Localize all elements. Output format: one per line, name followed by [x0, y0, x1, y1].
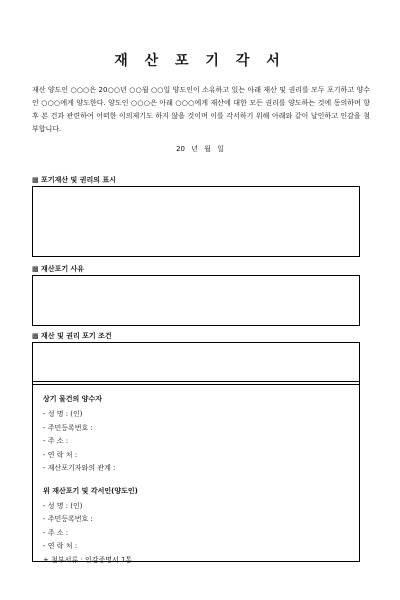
- signer-title: 위 재산포기 및 각서인(양도인): [43, 486, 138, 495]
- signer-id-row[interactable]: - 주민등록번호 :: [43, 515, 93, 523]
- document-title: 재 산 포 기 각 서: [114, 53, 286, 69]
- signer-address-row[interactable]: - 주 소 :: [43, 528, 69, 537]
- section-heading-reason: ▩ 재산포기 사유: [32, 265, 85, 273]
- property-box[interactable]: [32, 186, 360, 257]
- party-info-box: [32, 381, 360, 562]
- recipient-name-row[interactable]: - 성 명 : (인): [43, 410, 83, 418]
- section-heading-property: ▩ 포기재산 및 권리의 표시: [32, 176, 116, 184]
- recipient-contact-row[interactable]: - 연 락 처 :: [43, 450, 78, 459]
- recipient-address-row[interactable]: - 주 소 :: [43, 437, 69, 445]
- recipient-relation-row[interactable]: - 재산포기자와의 관계 :: [43, 464, 116, 472]
- recipient-title: 상기 물건의 양수자: [43, 395, 102, 403]
- attachment-row: + 첨부서류 : 인감증명서 1통: [43, 555, 133, 564]
- signer-name-row[interactable]: - 성 명 : (인): [43, 501, 83, 510]
- signer-contact-row[interactable]: - 연 락 처 :: [43, 542, 78, 550]
- section-heading-conditions: ▩ 재산 및 권리 포기 조건: [32, 332, 112, 340]
- recipient-id-row[interactable]: - 주민등록번호 :: [43, 423, 93, 432]
- conditions-box[interactable]: [32, 342, 360, 385]
- intro-paragraph: 재산 양도인 ○○○은 20○○년 ○○월 ○○일 양도인이 소유하고 있는 아래 재산 및 권리를 모두 포기하고 양수인 ○○○에게 양도한다. 양도인 ○○○은 아래 ○○○에게 재산에 대한 모든 권리를 양도하는 것에 동의하며 향후 본 건과 관련하여 어떠한 이의제기도 하지 않을 것이며 이를 각서하기 위해 아래와 같이 날인하고 인감을 첨부합니다.: [32, 86, 370, 133]
- reason-box[interactable]: [32, 275, 360, 326]
- date-line: 20 년 월 일: [176, 145, 224, 153]
